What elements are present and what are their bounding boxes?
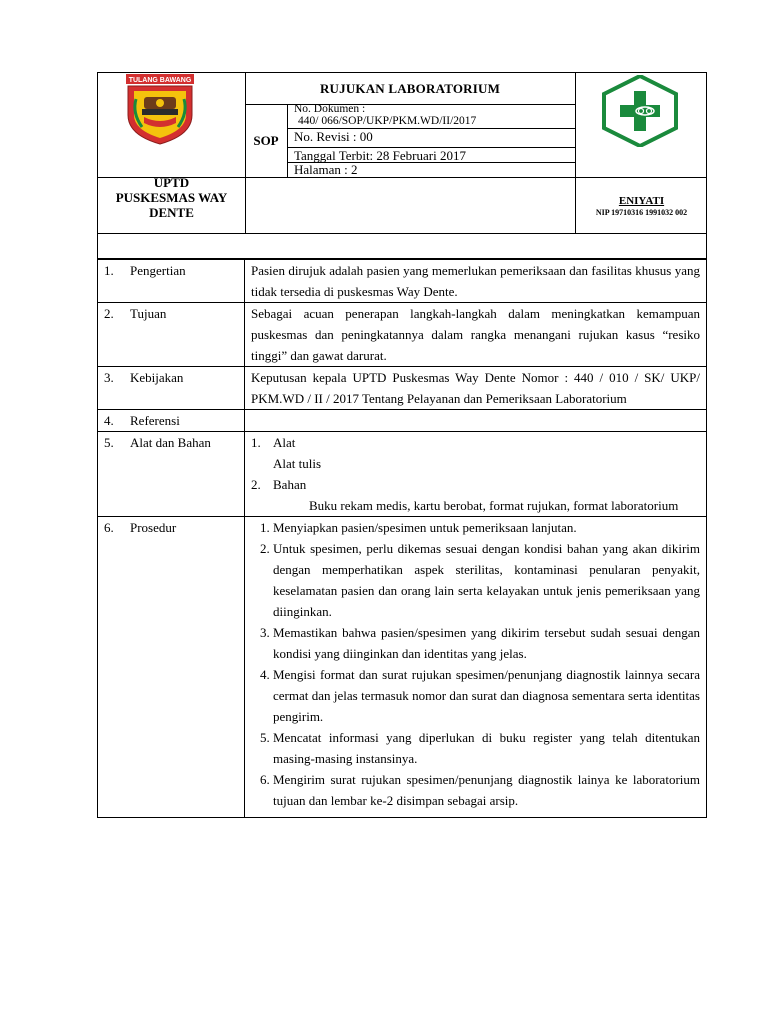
row-number: 5. (104, 435, 114, 450)
sop-content-table (97, 259, 707, 818)
signer-name: ENIYATI (618, 195, 665, 207)
row-title: Prosedur (130, 520, 177, 535)
referensi-text (245, 410, 707, 432)
halaman: Halaman : 2 (294, 162, 358, 177)
bahan-item: Buku rekam medis, kartu berobat, format rujukan, format laboratorium (309, 498, 679, 513)
sub-label: Alat (273, 435, 296, 450)
list-item: 2. Untuk spesimen, perlu dikemas sesuai dengan kondisi bahan yang akan dikirim dengan memperhatikan aspek sterilitas, kontaminasi penularan penyakit, keselamatan pasien dan orang lain serta kelayakan untuk jenis pemeriksaan yang diinginkan. (273, 538, 700, 622)
puskesmas-logo (600, 75, 680, 147)
tujuan-text: Sebagai acuan penerapan langkah-langkah dalam meningkatkan kemampuan puskesmas dan peningkatannya dalam rangka menangani rujukan kasus “resiko tinggi” dan gawat darurat. (245, 303, 707, 367)
logo-text: TULANG BAWANG (128, 77, 192, 84)
no-revisi: No. Revisi : 00 (294, 129, 373, 144)
row-number: 6. (104, 520, 114, 535)
spacer-row (97, 233, 707, 259)
row-label (98, 432, 245, 517)
row-title: Kebijakan (130, 370, 184, 385)
row-number: 3. (104, 370, 114, 385)
no-dokumen-value: 440/ 066/SOP/UKP/PKM.WD/II/2017 (298, 115, 477, 127)
row-label (98, 410, 245, 432)
tanggal-terbit: Tanggal Terbit: 28 Februari 2017 (294, 148, 466, 163)
sop-header (97, 72, 707, 234)
kebijakan-text: Keputusan kepala UPTD Puskesmas Way Dente Nomor : 440 / 010 / SK/ UKP/ PKM.WD / II / 2017 Tentang Pelayanan dan Pemeriksaan Laboratorium (245, 367, 707, 410)
prosedur-cell (245, 517, 707, 818)
list-item: 5. Mencatat informasi yang diperlukan di buku register yang telah ditentukan masing-masing instansinya. (273, 727, 700, 769)
list-item: 3. Memastikan bahwa pasien/spesimen yang dikirim tersebut sudah sesuai dengan kondisi yang diinginkan dan identitas yang jelas. (273, 622, 700, 664)
no-dokumen-label: No. Dokumen : (294, 103, 366, 115)
document-title: RUJUKAN LABORATORIUM (319, 81, 501, 96)
row-number: 1. (104, 263, 114, 278)
row-title: Pengertian (130, 263, 186, 278)
table-row (98, 260, 707, 303)
bahan-heading (251, 474, 700, 495)
alat-item: Alat tulis (273, 456, 322, 471)
table-row (98, 367, 707, 410)
sub-number: 2. (251, 477, 261, 492)
sop-label: SOP (253, 133, 279, 148)
prosedur-steps (251, 517, 700, 811)
row-title: Referensi (130, 413, 180, 428)
divider (245, 73, 246, 234)
divider (287, 104, 288, 177)
row-label (98, 367, 245, 410)
row-label (98, 260, 245, 303)
org-line: PUSKESMAS WAY (115, 190, 228, 205)
row-title: Tujuan (130, 306, 167, 321)
row-label (98, 517, 245, 818)
alat-bahan-cell (245, 432, 707, 517)
sub-number: 1. (251, 435, 261, 450)
row-number: 2. (104, 306, 114, 321)
signer-nip: NIP 19710316 1991032 002 (595, 208, 688, 217)
sub-label: Bahan (273, 477, 307, 492)
table-row (98, 410, 707, 432)
alat-heading (251, 432, 700, 453)
table-row (98, 517, 707, 818)
table-row (98, 432, 707, 517)
tulang-bawang-logo (122, 73, 198, 145)
list-item: 6. Mengirim surat rujukan spesimen/penunjang diagnostik lainya ke laboratorium tujuan dan lembar ke-2 disimpan sebagai arsip. (273, 769, 700, 811)
organization-name (98, 175, 245, 220)
row-number: 4. (104, 413, 114, 428)
row-label (98, 303, 245, 367)
org-line: DENTE (149, 205, 194, 220)
list-item: 1. Menyiapkan pasien/spesimen untuk pemeriksaan lanjutan. (273, 517, 700, 538)
org-line: UPTD (153, 175, 190, 190)
pengertian-text: Pasien dirujuk adalah pasien yang memerlukan pemeriksaan dan fasilitas khusus yang tidak tersedia di puskesmas Way Dente. (245, 260, 707, 303)
table-row (98, 303, 707, 367)
row-title: Alat dan Bahan (130, 435, 211, 450)
list-item: 4. Mengisi format dan surat rujukan spesimen/penunjang diagnostik lainnya secara cermat dan jelas termasuk nomor dan surat dan diagnosa sementara serta identitas pengirim. (273, 664, 700, 727)
